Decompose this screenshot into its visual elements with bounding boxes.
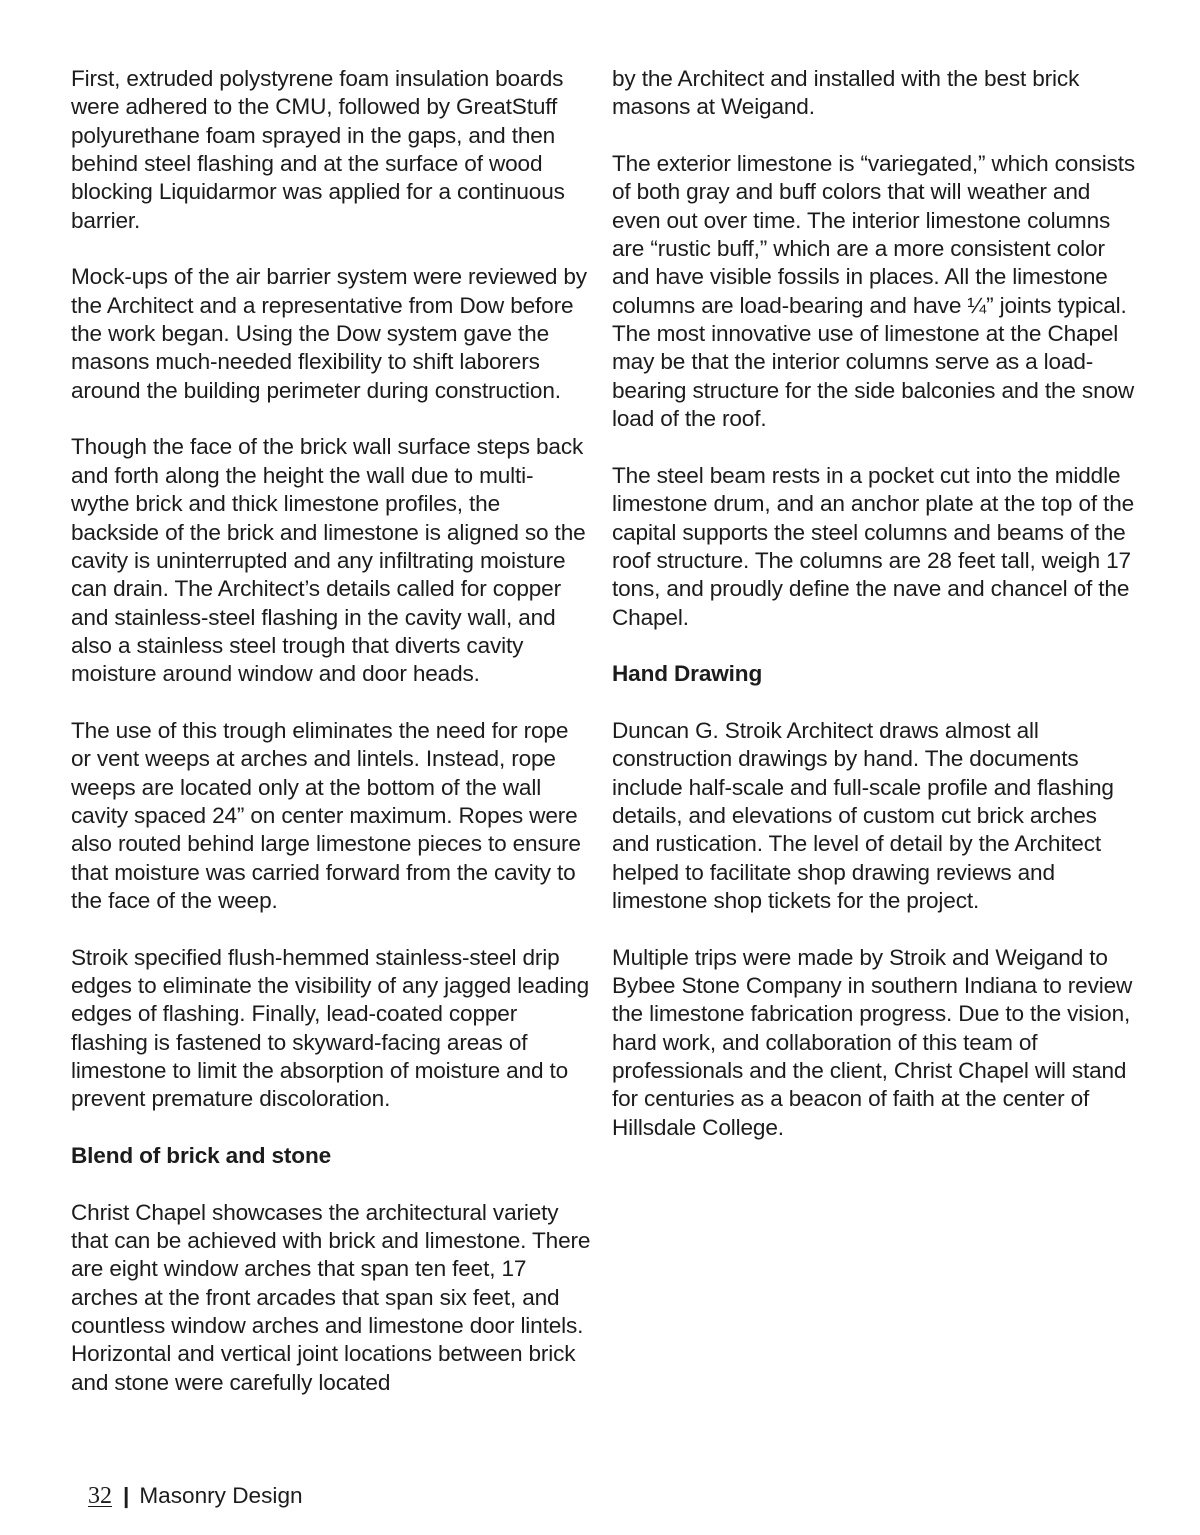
body-paragraph: The exterior limestone is “variegated,” which consists of both gray and buff colors that will weather and even out over time. The interior limestone columns are “rustic buff,” which are a more consistent color and have visible fossils in places. All the limestone columns are load-bearing and have ¼” joints typical. The most innovative use of limestone at the Chapel may be that the interior columns serve as a load-bearing structure for the side balconies and the snow load of the roof. xyxy=(612,151,1136,432)
page-number: 32 xyxy=(88,1483,112,1509)
body-paragraph: First, extruded polystyrene foam insulation boards were adhered to the CMU, followed by GreatStuff polyurethane foam sprayed in the gaps, and then behind steel flashing and at the surface of wood blocking Liquidarmor was applied for a continuous barrier. xyxy=(71,66,565,233)
body-paragraph: The use of this trough eliminates the need for rope or vent weeps at arches and lintels. Instead, rope weeps are located only at the bottom of the wall cavity spaced 24” on center maximum. Ropes were also routed behind large limestone pieces to ensure that moisture was carried forward from the cavity to the face of the weep. xyxy=(71,717,581,913)
body-paragraph: Duncan G. Stroik Architect draws almost all construction drawings by hand. The documents include half-scale and full-scale profile and flashing details, and elevations of custom cut brick arches and rustication. The level of detail by the Architect helped to facilitate shop drawing reviews and limestone shop tickets for the project. xyxy=(612,717,1114,913)
left-column xyxy=(71,65,591,1426)
body-paragraph: The steel beam rests in a pocket cut into the middle limestone drum, and an anchor plate at the top of the capital supports the steel columns and beams of the roof structure. The columns are 28 feet tall, weigh 17 tons, and proudly define the nave and chancel of the Chapel. xyxy=(612,462,1135,630)
body-paragraph: Stroik specified flush-hemmed stainless-steel drip edges to eliminate the visibility of any jagged leading edges of flashing. Finally, lead-coated copper flashing is fastened to skyward-facing areas of limestone to limit the absorption of moisture and to prevent premature discoloration. xyxy=(71,944,590,1112)
body-paragraph: Mock-ups of the air barrier system were reviewed by the Architect and a representative from Dow before the work began. Using the Dow system gave the masons much-needed flexibility to shift laborers around the building perimeter during construction. xyxy=(71,264,587,403)
section-heading: Hand Drawing xyxy=(612,661,763,687)
body-paragraph: Multiple trips were made by Stroik and Weigand to Bybee Stone Company in southern Indiana to review the limestone fabrication progress. Due to the vision, hard work, and collaboration of this team of professionals and the client, Christ Chapel will stand for centuries as a beacon of faith at the center of Hillsdale College. xyxy=(612,944,1133,1140)
section-heading: Blend of brick and stone xyxy=(71,1143,332,1169)
body-paragraph: Christ Chapel showcases the architectural variety that can be achieved with brick and limestone. There are eight window arches that span ten feet, 17 arches at the front arcades that span six feet, and countless window arches and limestone door lintels. Horizontal and vertical joint locations between brick and stone were carefully located xyxy=(71,1199,591,1395)
body-paragraph: by the Architect and installed with the best brick masons at Weigand. xyxy=(612,66,1080,120)
body-paragraph: Though the face of the brick wall surface steps back and forth along the height the wall due to multi-wythe brick and thick limestone profiles, the backside of the brick and limestone is aligned so the cavity is uninterrupted and any infiltrating moisture can drain. The Architect’s details called for copper and stainless-steel flashing in the cavity wall, and also a stainless steel trough that diverts cavity moisture around window and door heads. xyxy=(71,434,586,687)
footer-separator: | xyxy=(123,1483,130,1508)
right-column xyxy=(612,65,1137,1170)
publication-name: Masonry Design xyxy=(139,1483,303,1508)
page-footer xyxy=(88,1483,303,1513)
